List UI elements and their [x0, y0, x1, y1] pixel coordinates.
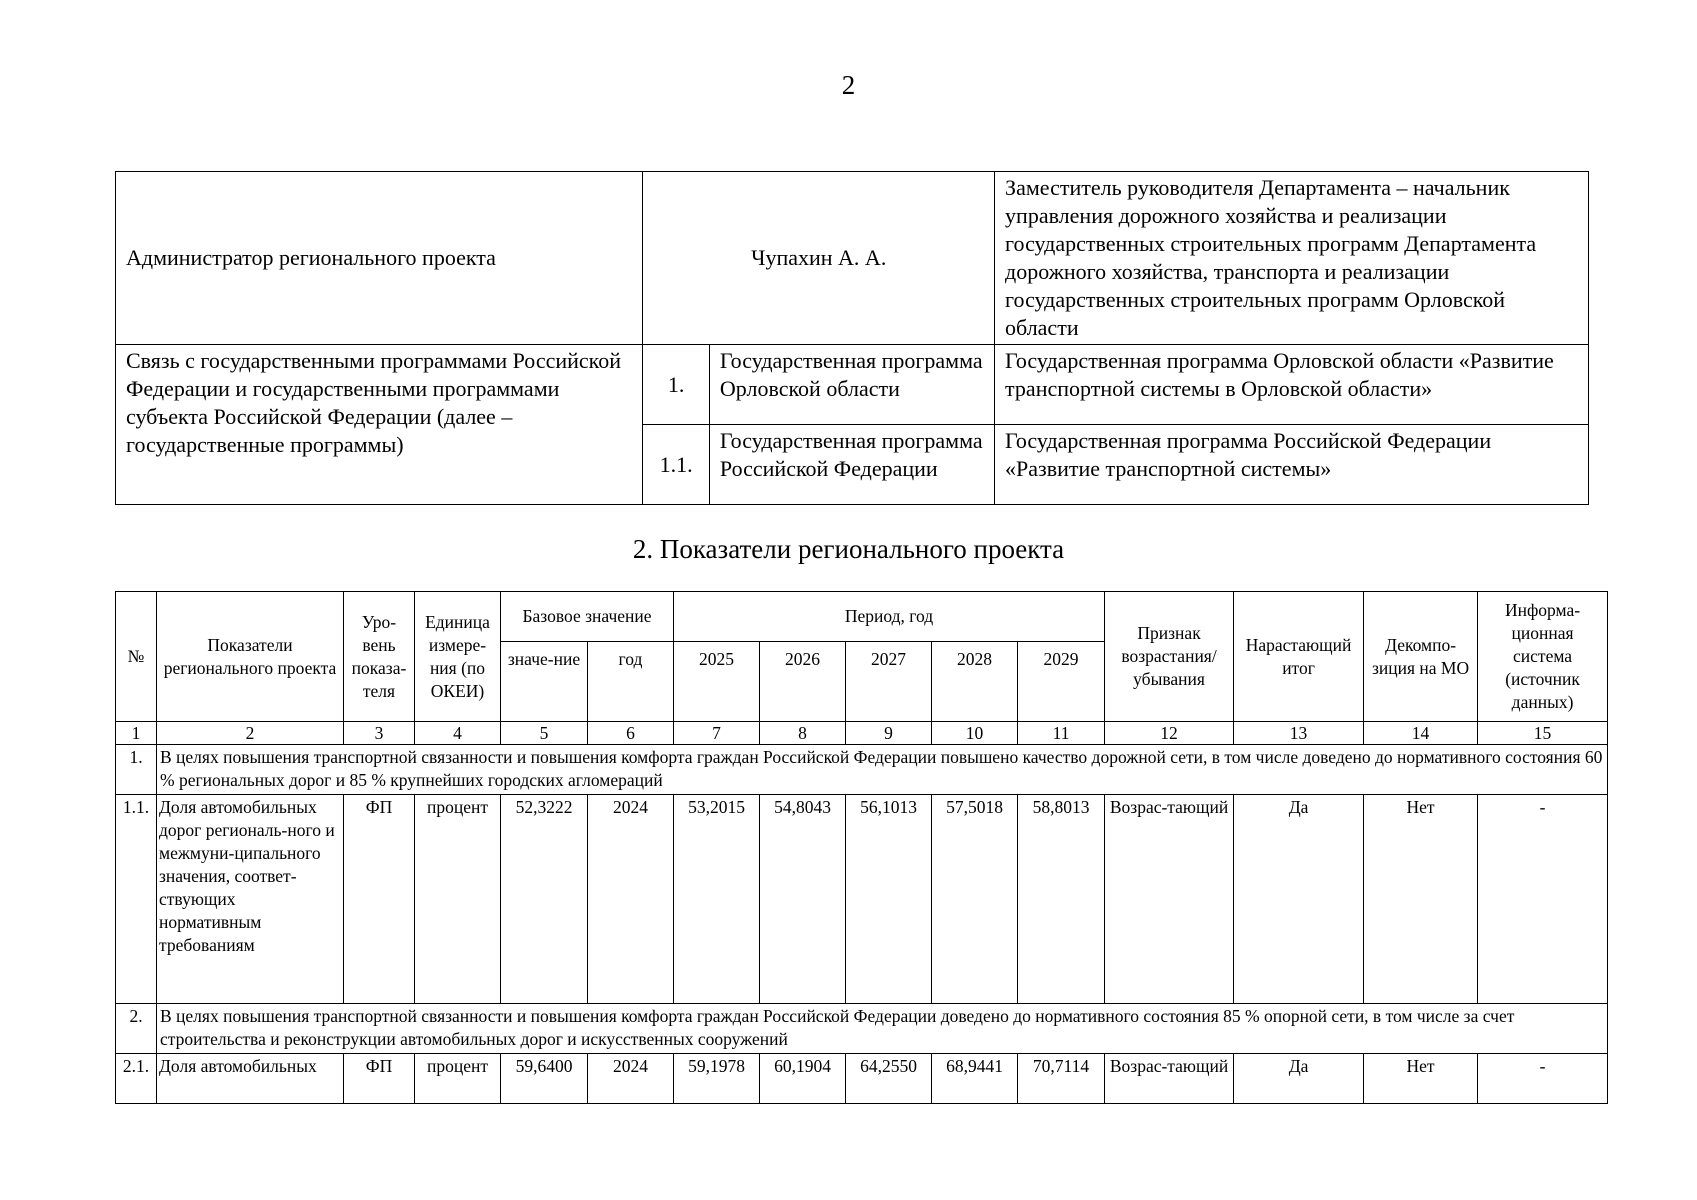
indicator-cumulative: Да	[1234, 795, 1364, 1004]
section-num: 2.	[116, 1004, 157, 1054]
column-number: 8	[760, 722, 846, 745]
header-info-system: Информа-ционная система (источник данных)	[1478, 592, 1608, 722]
indicator-info-system: -	[1478, 1054, 1608, 1104]
indicator-row	[116, 1054, 1608, 1104]
indicator-name: Доля автомобильных	[157, 1054, 344, 1104]
program-type: Государственная программа Российской Федерации	[709, 425, 994, 505]
column-number: 11	[1018, 722, 1105, 745]
indicator-row	[116, 795, 1608, 1004]
section-text: В целях повышения транспортной связанности и повышения комфорта граждан Российской Федерации повышено качество дорожной сети, в том числе доведено до нормативного состояния 60 % региональных дорог и 85 % крупнейших городских агломераций	[157, 745, 1608, 795]
indicator-unit: процент	[415, 1054, 501, 1104]
program-name: Государственная программа Российской Федерации «Развитие транспортной системы»	[995, 425, 1589, 505]
header-year: 2026	[760, 642, 846, 722]
indicators-table	[115, 591, 1608, 1104]
header-cumulative: Нарастающий итог	[1234, 592, 1364, 722]
header-base-year: год	[588, 642, 674, 722]
indicator-value-2025: 59,1978	[674, 1054, 760, 1104]
indicator-decomposition: Нет	[1364, 795, 1478, 1004]
page-number: 2	[841, 70, 856, 100]
column-number: 2	[157, 722, 344, 745]
program-type: Государственная программа Орловской области	[709, 345, 994, 425]
indicator-value-2027: 64,2550	[846, 1054, 932, 1104]
admin-label: Администратор регионального проекта	[116, 172, 643, 345]
column-number: 6	[588, 722, 674, 745]
indicator-info-system: -	[1478, 795, 1608, 1004]
header-unit: Единица измере-ния (по ОКЕИ)	[415, 592, 501, 722]
header-decomposition: Декомпо-зиция на МО	[1364, 592, 1478, 722]
header-year: 2025	[674, 642, 760, 722]
column-number: 1	[116, 722, 157, 745]
column-number: 10	[932, 722, 1018, 745]
section-text: В целях повышения транспортной связанности и повышения комфорта граждан Российской Федерации доведено до нормативного состояния 85 % опорной сети, в том числе за счет строительства и реконструкции автомобильных дорог и искусственных сооружений	[157, 1004, 1608, 1054]
section-title: 2. Показатели регионального проекта	[632, 534, 1065, 564]
indicator-name: Доля автомобильных дорог региональ-ного и межмуни-ципального значения, соответ-ствующих нормативным требованиям	[157, 795, 344, 1004]
header-year: 2028	[932, 642, 1018, 722]
column-numbers-row	[116, 722, 1608, 745]
indicator-value-2026: 54,8043	[760, 795, 846, 1004]
indicator-num: 1.1.	[116, 795, 157, 1004]
column-number: 12	[1105, 722, 1234, 745]
admin-position: Заместитель руководителя Департамента – начальник управления дорожного хозяйства и реализации государственных строительных программ Департамента дорожного хозяйства, транспорта и реализации государственных строительных программ Орловской области	[995, 172, 1589, 345]
indicator-unit: процент	[415, 795, 501, 1004]
admin-name: Чупахин А. А.	[643, 172, 995, 345]
indicator-base-year: 2024	[588, 1054, 674, 1104]
header-indicator: Показатели регионального проекта	[157, 592, 344, 722]
section-num: 1.	[116, 745, 157, 795]
indicator-level: ФП	[344, 1054, 415, 1104]
column-number: 4	[415, 722, 501, 745]
column-number: 9	[846, 722, 932, 745]
indicator-sign: Возрас-тающий	[1105, 1054, 1234, 1104]
program-num: 1.1.	[643, 425, 709, 505]
indicator-sign: Возрас-тающий	[1105, 795, 1234, 1004]
column-number: 15	[1478, 722, 1608, 745]
header-year: 2029	[1018, 642, 1105, 722]
column-number: 5	[501, 722, 588, 745]
indicator-value-2027: 56,1013	[846, 795, 932, 1004]
indicator-base-year: 2024	[588, 795, 674, 1004]
indicator-decomposition: Нет	[1364, 1054, 1478, 1104]
section-row	[116, 745, 1608, 795]
indicator-value-2025: 53,2015	[674, 795, 760, 1004]
indicator-value-2026: 60,1904	[760, 1054, 846, 1104]
indicator-level: ФП	[344, 795, 415, 1004]
indicator-num: 2.1.	[116, 1054, 157, 1104]
column-number: 7	[674, 722, 760, 745]
header-period: Период, год	[674, 592, 1105, 642]
indicator-value-2029: 70,7114	[1018, 1054, 1105, 1104]
header-base-value: значе-ние	[501, 642, 588, 722]
program-link-label: Связь с государственными программами Российской Федерации и государственными программами субъекта Российской Федерации (далее – государственные программы)	[116, 345, 643, 505]
program-num: 1.	[643, 345, 709, 425]
header-sign: Признак возрастания/ убывания	[1105, 592, 1234, 722]
header-num: №	[116, 592, 157, 722]
column-number: 3	[344, 722, 415, 745]
indicator-base-value: 59,6400	[501, 1054, 588, 1104]
indicator-base-value: 52,3222	[501, 795, 588, 1004]
indicator-value-2029: 58,8013	[1018, 795, 1105, 1004]
column-number: 13	[1234, 722, 1364, 745]
column-number: 14	[1364, 722, 1478, 745]
indicator-cumulative: Да	[1234, 1054, 1364, 1104]
section-row	[116, 1004, 1608, 1054]
header-level: Уро-вень показа-теля	[344, 592, 415, 722]
indicator-value-2028: 68,9441	[932, 1054, 1018, 1104]
header-base: Базовое значение	[501, 592, 674, 642]
project-info-table	[115, 171, 1589, 505]
indicator-value-2028: 57,5018	[932, 795, 1018, 1004]
program-name: Государственная программа Орловской области «Развитие транспортной системы в Орловской области»	[995, 345, 1589, 425]
header-year: 2027	[846, 642, 932, 722]
